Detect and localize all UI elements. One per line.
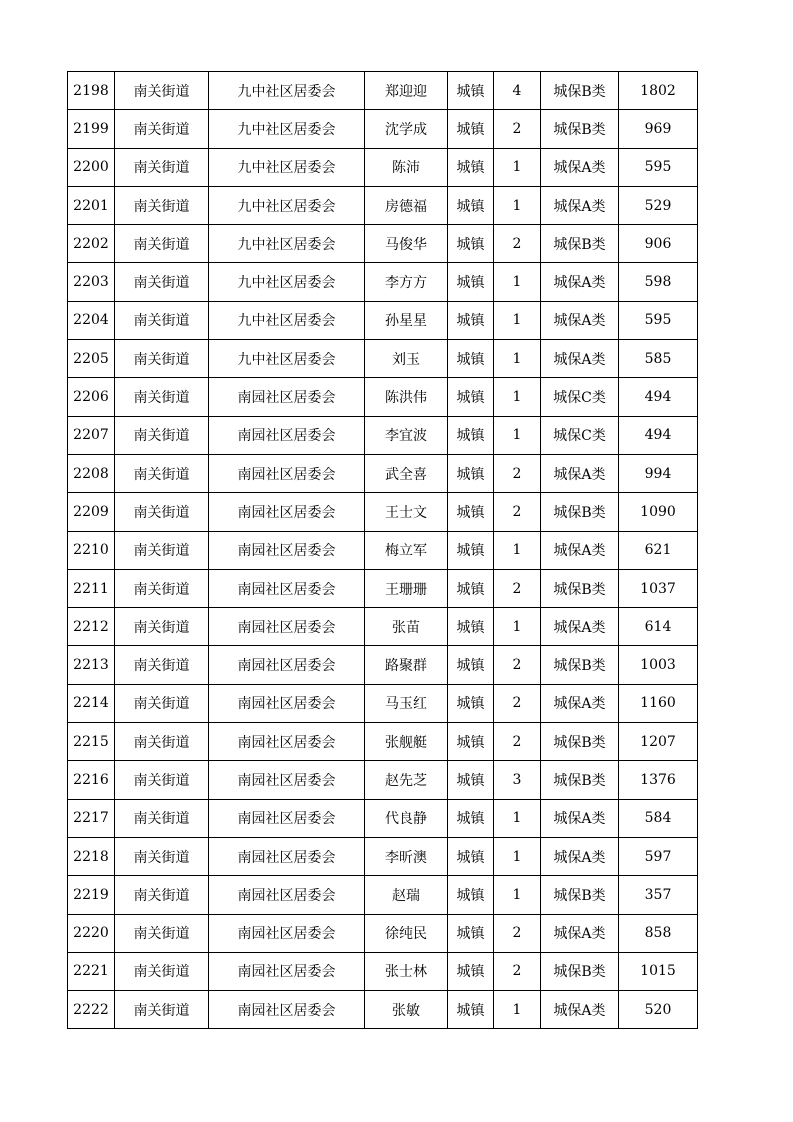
category-cell: 城保B类 [541, 761, 619, 799]
record-number-cell: 2204 [68, 301, 115, 339]
household-count-cell: 1 [494, 991, 541, 1029]
committee-cell: 南园社区居委会 [209, 876, 365, 914]
amount-cell: 614 [619, 608, 698, 646]
person-name-cell: 马俊华 [365, 225, 448, 263]
category-cell: 城保A类 [541, 608, 619, 646]
street-cell: 南关街道 [115, 340, 209, 378]
table-row [68, 493, 698, 531]
street-cell: 南关街道 [115, 493, 209, 531]
household-count-cell: 1 [494, 186, 541, 224]
category-cell: 城保A类 [541, 991, 619, 1029]
amount-cell: 494 [619, 378, 698, 416]
committee-cell: 南园社区居委会 [209, 761, 365, 799]
committee-cell: 九中社区居委会 [209, 301, 365, 339]
area-type-cell: 城镇 [448, 110, 494, 148]
household-count-cell: 1 [494, 799, 541, 837]
person-name-cell: 陈沛 [365, 148, 448, 186]
area-type-cell: 城镇 [448, 531, 494, 569]
household-count-cell: 4 [494, 72, 541, 110]
street-cell: 南关街道 [115, 378, 209, 416]
area-type-cell: 城镇 [448, 225, 494, 263]
table-row [68, 72, 698, 110]
amount-cell: 1015 [619, 952, 698, 990]
committee-cell: 南园社区居委会 [209, 416, 365, 454]
category-cell: 城保B类 [541, 952, 619, 990]
area-type-cell: 城镇 [448, 493, 494, 531]
person-name-cell: 张士林 [365, 952, 448, 990]
area-type-cell: 城镇 [448, 72, 494, 110]
category-cell: 城保A类 [541, 301, 619, 339]
record-number-cell: 2198 [68, 72, 115, 110]
amount-cell: 1003 [619, 646, 698, 684]
area-type-cell: 城镇 [448, 799, 494, 837]
category-cell: 城保B类 [541, 569, 619, 607]
person-name-cell: 张舰艇 [365, 723, 448, 761]
person-name-cell: 路聚群 [365, 646, 448, 684]
category-cell: 城保A类 [541, 148, 619, 186]
street-cell: 南关街道 [115, 837, 209, 875]
amount-cell: 994 [619, 454, 698, 492]
roster-body [68, 72, 698, 1029]
area-type-cell: 城镇 [448, 723, 494, 761]
table-row [68, 799, 698, 837]
committee-cell: 南园社区居委会 [209, 569, 365, 607]
category-cell: 城保B类 [541, 493, 619, 531]
category-cell: 城保A类 [541, 186, 619, 224]
area-type-cell: 城镇 [448, 454, 494, 492]
household-count-cell: 1 [494, 876, 541, 914]
table-row [68, 110, 698, 148]
street-cell: 南关街道 [115, 952, 209, 990]
household-count-cell: 1 [494, 301, 541, 339]
amount-cell: 520 [619, 991, 698, 1029]
street-cell: 南关街道 [115, 991, 209, 1029]
category-cell: 城保B类 [541, 110, 619, 148]
street-cell: 南关街道 [115, 148, 209, 186]
table-row [68, 646, 698, 684]
amount-cell: 1160 [619, 684, 698, 722]
committee-cell: 九中社区居委会 [209, 225, 365, 263]
amount-cell: 1802 [619, 72, 698, 110]
household-count-cell: 1 [494, 148, 541, 186]
table-row [68, 914, 698, 952]
committee-cell: 南园社区居委会 [209, 531, 365, 569]
committee-cell: 南园社区居委会 [209, 684, 365, 722]
household-count-cell: 3 [494, 761, 541, 799]
committee-cell: 九中社区居委会 [209, 186, 365, 224]
record-number-cell: 2202 [68, 225, 115, 263]
area-type-cell: 城镇 [448, 186, 494, 224]
area-type-cell: 城镇 [448, 991, 494, 1029]
amount-cell: 357 [619, 876, 698, 914]
person-name-cell: 李昕澳 [365, 837, 448, 875]
category-cell: 城保B类 [541, 876, 619, 914]
table-row [68, 416, 698, 454]
amount-cell: 585 [619, 340, 698, 378]
record-number-cell: 2219 [68, 876, 115, 914]
amount-cell: 969 [619, 110, 698, 148]
table-row [68, 378, 698, 416]
amount-cell: 494 [619, 416, 698, 454]
category-cell: 城保A类 [541, 340, 619, 378]
category-cell: 城保A类 [541, 914, 619, 952]
person-name-cell: 赵瑞 [365, 876, 448, 914]
table-row [68, 991, 698, 1029]
category-cell: 城保B类 [541, 225, 619, 263]
household-count-cell: 2 [494, 110, 541, 148]
household-count-cell: 2 [494, 454, 541, 492]
area-type-cell: 城镇 [448, 263, 494, 301]
person-name-cell: 武全喜 [365, 454, 448, 492]
street-cell: 南关街道 [115, 225, 209, 263]
person-name-cell: 刘玉 [365, 340, 448, 378]
record-number-cell: 2218 [68, 837, 115, 875]
amount-cell: 1376 [619, 761, 698, 799]
committee-cell: 南园社区居委会 [209, 608, 365, 646]
area-type-cell: 城镇 [448, 378, 494, 416]
household-count-cell: 1 [494, 837, 541, 875]
table-row [68, 531, 698, 569]
committee-cell: 南园社区居委会 [209, 454, 365, 492]
record-number-cell: 2220 [68, 914, 115, 952]
amount-cell: 584 [619, 799, 698, 837]
street-cell: 南关街道 [115, 416, 209, 454]
household-count-cell: 2 [494, 684, 541, 722]
category-cell: 城保A类 [541, 799, 619, 837]
committee-cell: 南园社区居委会 [209, 646, 365, 684]
household-count-cell: 2 [494, 952, 541, 990]
table-row [68, 876, 698, 914]
area-type-cell: 城镇 [448, 761, 494, 799]
table-row [68, 684, 698, 722]
committee-cell: 南园社区居委会 [209, 723, 365, 761]
person-name-cell: 沈学成 [365, 110, 448, 148]
area-type-cell: 城镇 [448, 340, 494, 378]
table-row [68, 723, 698, 761]
area-type-cell: 城镇 [448, 914, 494, 952]
street-cell: 南关街道 [115, 186, 209, 224]
area-type-cell: 城镇 [448, 837, 494, 875]
street-cell: 南关街道 [115, 876, 209, 914]
amount-cell: 597 [619, 837, 698, 875]
category-cell: 城保C类 [541, 378, 619, 416]
table-row [68, 263, 698, 301]
area-type-cell: 城镇 [448, 952, 494, 990]
person-name-cell: 王珊珊 [365, 569, 448, 607]
household-count-cell: 1 [494, 378, 541, 416]
amount-cell: 621 [619, 531, 698, 569]
street-cell: 南关街道 [115, 531, 209, 569]
record-number-cell: 2211 [68, 569, 115, 607]
person-name-cell: 孙星星 [365, 301, 448, 339]
amount-cell: 906 [619, 225, 698, 263]
person-name-cell: 马玉红 [365, 684, 448, 722]
person-name-cell: 徐纯民 [365, 914, 448, 952]
committee-cell: 南园社区居委会 [209, 952, 365, 990]
person-name-cell: 王士文 [365, 493, 448, 531]
category-cell: 城保C类 [541, 416, 619, 454]
committee-cell: 南园社区居委会 [209, 914, 365, 952]
street-cell: 南关街道 [115, 723, 209, 761]
area-type-cell: 城镇 [448, 646, 494, 684]
table-row [68, 301, 698, 339]
person-name-cell: 梅立军 [365, 531, 448, 569]
amount-cell: 529 [619, 186, 698, 224]
table-row [68, 148, 698, 186]
record-number-cell: 2213 [68, 646, 115, 684]
table-row [68, 608, 698, 646]
table-row [68, 340, 698, 378]
record-number-cell: 2217 [68, 799, 115, 837]
household-count-cell: 1 [494, 531, 541, 569]
household-count-cell: 1 [494, 608, 541, 646]
person-name-cell: 李方方 [365, 263, 448, 301]
person-name-cell: 代良静 [365, 799, 448, 837]
committee-cell: 南园社区居委会 [209, 799, 365, 837]
record-number-cell: 2206 [68, 378, 115, 416]
household-count-cell: 2 [494, 914, 541, 952]
amount-cell: 858 [619, 914, 698, 952]
table-row [68, 569, 698, 607]
amount-cell: 595 [619, 148, 698, 186]
household-count-cell: 1 [494, 340, 541, 378]
street-cell: 南关街道 [115, 72, 209, 110]
record-number-cell: 2200 [68, 148, 115, 186]
street-cell: 南关街道 [115, 569, 209, 607]
committee-cell: 九中社区居委会 [209, 340, 365, 378]
area-type-cell: 城镇 [448, 608, 494, 646]
record-number-cell: 2205 [68, 340, 115, 378]
household-count-cell: 1 [494, 416, 541, 454]
table-row [68, 761, 698, 799]
amount-cell: 1037 [619, 569, 698, 607]
amount-cell: 598 [619, 263, 698, 301]
household-count-cell: 1 [494, 263, 541, 301]
roster-table [67, 71, 698, 1029]
area-type-cell: 城镇 [448, 876, 494, 914]
street-cell: 南关街道 [115, 646, 209, 684]
household-count-cell: 2 [494, 569, 541, 607]
table-row [68, 454, 698, 492]
record-number-cell: 2215 [68, 723, 115, 761]
street-cell: 南关街道 [115, 301, 209, 339]
person-name-cell: 张苗 [365, 608, 448, 646]
category-cell: 城保A类 [541, 531, 619, 569]
table-row [68, 837, 698, 875]
record-number-cell: 2207 [68, 416, 115, 454]
household-count-cell: 2 [494, 723, 541, 761]
record-number-cell: 2221 [68, 952, 115, 990]
committee-cell: 九中社区居委会 [209, 110, 365, 148]
street-cell: 南关街道 [115, 263, 209, 301]
category-cell: 城保A类 [541, 263, 619, 301]
committee-cell: 南园社区居委会 [209, 991, 365, 1029]
street-cell: 南关街道 [115, 684, 209, 722]
area-type-cell: 城镇 [448, 148, 494, 186]
record-number-cell: 2210 [68, 531, 115, 569]
person-name-cell: 赵先芝 [365, 761, 448, 799]
record-number-cell: 2208 [68, 454, 115, 492]
person-name-cell: 郑迎迎 [365, 72, 448, 110]
table-row [68, 952, 698, 990]
record-number-cell: 2212 [68, 608, 115, 646]
person-name-cell: 李宜波 [365, 416, 448, 454]
street-cell: 南关街道 [115, 110, 209, 148]
street-cell: 南关街道 [115, 799, 209, 837]
record-number-cell: 2216 [68, 761, 115, 799]
committee-cell: 九中社区居委会 [209, 148, 365, 186]
household-count-cell: 2 [494, 225, 541, 263]
area-type-cell: 城镇 [448, 301, 494, 339]
record-number-cell: 2203 [68, 263, 115, 301]
category-cell: 城保A类 [541, 454, 619, 492]
committee-cell: 九中社区居委会 [209, 263, 365, 301]
household-count-cell: 2 [494, 493, 541, 531]
household-count-cell: 2 [494, 646, 541, 684]
record-number-cell: 2222 [68, 991, 115, 1029]
category-cell: 城保A类 [541, 837, 619, 875]
amount-cell: 1090 [619, 493, 698, 531]
amount-cell: 1207 [619, 723, 698, 761]
committee-cell: 九中社区居委会 [209, 72, 365, 110]
committee-cell: 南园社区居委会 [209, 837, 365, 875]
record-number-cell: 2201 [68, 186, 115, 224]
category-cell: 城保B类 [541, 72, 619, 110]
area-type-cell: 城镇 [448, 569, 494, 607]
street-cell: 南关街道 [115, 914, 209, 952]
category-cell: 城保B类 [541, 646, 619, 684]
record-number-cell: 2199 [68, 110, 115, 148]
person-name-cell: 张敏 [365, 991, 448, 1029]
street-cell: 南关街道 [115, 761, 209, 799]
record-number-cell: 2214 [68, 684, 115, 722]
table-row [68, 225, 698, 263]
record-number-cell: 2209 [68, 493, 115, 531]
area-type-cell: 城镇 [448, 684, 494, 722]
committee-cell: 南园社区居委会 [209, 378, 365, 416]
person-name-cell: 陈洪伟 [365, 378, 448, 416]
committee-cell: 南园社区居委会 [209, 493, 365, 531]
person-name-cell: 房德福 [365, 186, 448, 224]
street-cell: 南关街道 [115, 608, 209, 646]
area-type-cell: 城镇 [448, 416, 494, 454]
category-cell: 城保B类 [541, 723, 619, 761]
table-row [68, 186, 698, 224]
category-cell: 城保A类 [541, 684, 619, 722]
amount-cell: 595 [619, 301, 698, 339]
street-cell: 南关街道 [115, 454, 209, 492]
